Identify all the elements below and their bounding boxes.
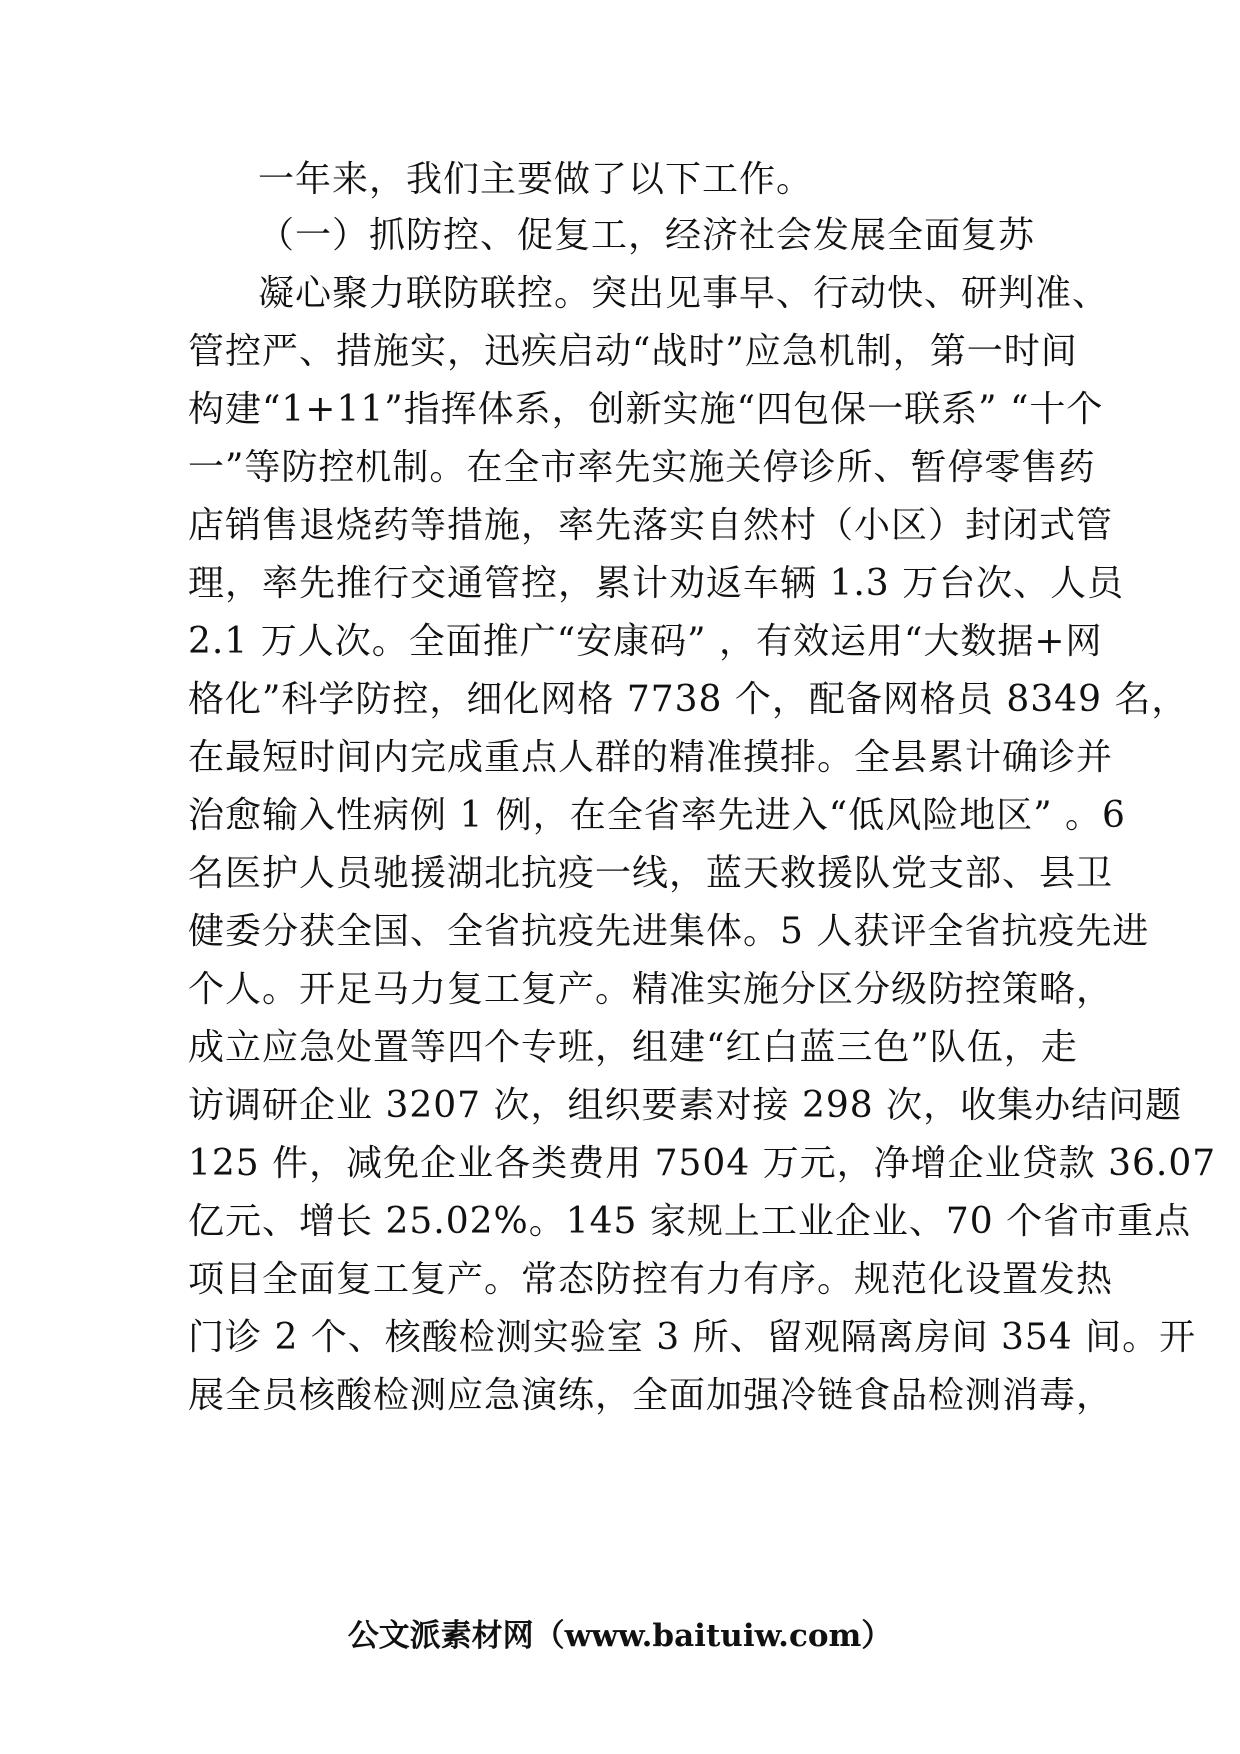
paragraph-line: 亿元、增长 25.02%。145 家规上工业企业、70 个省市重点: [188, 1201, 1192, 1242]
paragraph-line: 健委分获全国、全省抗疫先进集体。5 人获评全省抗疫先进: [188, 911, 1150, 952]
paragraph-line: 管控严、措施实，迅疾启动“战时”应急机制，第一时间: [188, 331, 1078, 372]
paragraph-line: 名医护人员驰援湖北抗疫一线，蓝天救援队党支部、县卫: [188, 853, 1114, 894]
paragraph-line: 凝心聚力联防联控。突出见事早、行动快、研判准、: [258, 273, 1110, 314]
paragraph-line: 门诊 2 个、核酸检测实验室 3 所、留观隔离房间 354 间。开: [188, 1317, 1197, 1358]
paragraph-line: 格化”科学防控，细化网格 7738 个，配备网格员 8349 名，: [188, 679, 1189, 720]
footer-watermark: 公文派素材网（www.baituiw.com）: [347, 1618, 893, 1654]
paragraph-line: 在最短时间内完成重点人群的精准摸排。全县累计确诊并: [188, 737, 1114, 778]
paragraph-line: 展全员核酸检测应急演练，全面加强冷链食品检测消毒，: [188, 1375, 1114, 1416]
section-heading: （一）抓防控、促复工，经济社会发展全面复苏: [258, 215, 1036, 256]
paragraph-line: 一年来，我们主要做了以下工作。: [258, 159, 814, 200]
paragraph-line: 一”等防控机制。在全市率先实施关停诊所、暂停零售药: [188, 447, 1096, 488]
paragraph-line: 成立应急处置等四个专班，组建“红白蓝三色”队伍，走: [188, 1027, 1078, 1068]
paragraph-line: 125 件，减免企业各类费用 7504 万元，净增企业贷款 36.07: [188, 1143, 1217, 1184]
paragraph-line: 2.1 万人次。全面推广“安康码” ，有效运用“大数据+网: [188, 621, 1103, 662]
paragraph-line: 店销售退烧药等措施，率先落实自然村（小区）封闭式管: [188, 505, 1114, 546]
paragraph-line: 个人。开足马力复工复产。精准实施分区分级防控策略，: [188, 969, 1114, 1010]
paragraph-line: 构建“1+11”指挥体系，创新实施“四包保一联系” “十个: [188, 389, 1104, 430]
paragraph-line: 访调研企业 3207 次，组织要素对接 298 次，收集办结问题: [188, 1085, 1183, 1126]
paragraph-line: 项目全面复工复产。常态防控有力有序。规范化设置发热: [188, 1259, 1114, 1300]
paragraph-line: 理，率先推行交通管控，累计劝返车辆 1.3 万台次、人员: [188, 563, 1125, 604]
paragraph-line: 治愈输入性病例 1 例，在全省率先进入“低风险地区” 。6: [188, 795, 1126, 836]
